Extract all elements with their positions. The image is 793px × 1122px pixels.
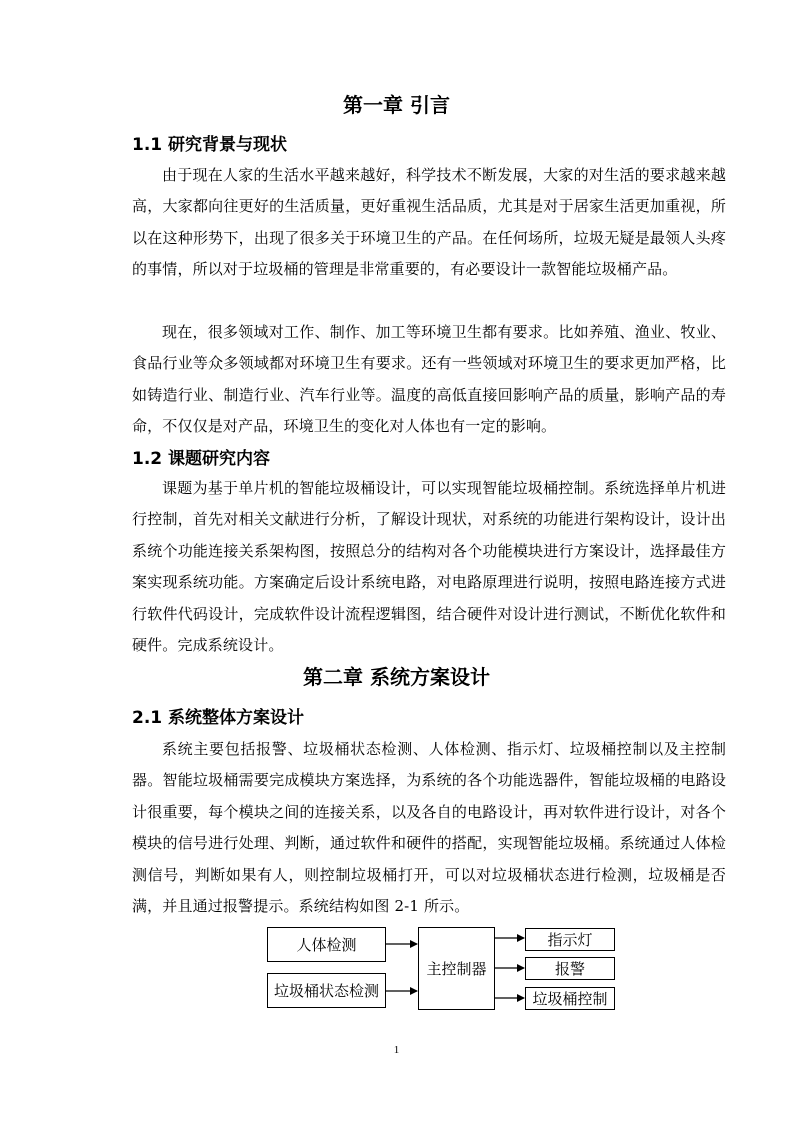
chapter-1-title: 第一章 引言 (343, 93, 450, 117)
human-detection-box: 人体检测 (267, 927, 386, 962)
section-2-1-paragraph-1: 系统主要包括报警、垃圾桶状态检测、人体检测、指示灯、垃圾桶控制以及主控制器。智能垃圾桶需要完成模块方案选择，为系统的各个功能选器件，智能垃圾桶的电路设计很重要，每个模块之间的连接关系，以及各自的电路设计，再对软件进行设计，对各个模块的信号进行处理、判断，通过软件和硬件的搭配，实现智能垃圾桶。系统通过人体检测信号，判断如果有人，则控制垃圾桶打开，可以对垃圾桶状态进行检测，垃圾桶是否满，并且通过报警提示。系统结构如图 2-1 所示。 (132, 740, 726, 916)
bin-control-box: 垃圾桶控制 (525, 987, 615, 1010)
alarm-box: 报警 (525, 957, 615, 980)
section-1-1-paragraph-2: 现在，很多领域对工作、制作、加工等环境卫生都有要求。比如养殖、渔业、牧业、食品行业等众多领域都对环境卫生有要求。还有一些领域对环境卫生的要求更加严格，比如铸造行业、制造行业、汽车行业等。温度的高低直接回影响产品的质量，影响产品的寿命，不仅仅是对产品，环境卫生的变化对人体也有一定的影响。 (132, 323, 726, 436)
page-number: 1 (393, 1044, 400, 1056)
section-1-2-paragraph-1: 课题为基于单片机的智能垃圾桶设计，可以实现智能垃圾桶控制。系统选择单片机进行控制，首先对相关文献进行分析，了解设计现状，对系统的功能进行架构设计，设计出系统个功能连接关系架构图，按照总分的结构对各个功能模块进行方案设计，选择最佳方案实现系统功能。方案确定后设计系统电路，对电路原理进行说明，按照电路连接方式进行软件代码设计，完成软件设计流程逻辑图，结合硬件对设计进行测试，不断优化软件和硬件。完成系统设计。 (132, 479, 726, 655)
section-1-2-title: 1.2 课题研究内容 (132, 449, 271, 469)
section-1-1-title: 1.1 研究背景与现状 (132, 135, 288, 155)
section-2-1-title: 2.1 系统整体方案设计 (132, 708, 305, 728)
chapter-2-title: 第二章 系统方案设计 (303, 665, 490, 689)
bin-status-detection-box: 垃圾桶状态检测 (267, 973, 386, 1008)
indicator-light-box: 指示灯 (525, 928, 615, 951)
section-1-1-paragraph-1: 由于现在人家的生活水平越来越好，科学技术不断发展，大家的对生活的要求越来越高，大家都向往更好的生活质量，更好重视生活品质，尤其是对于居家生活更加重视，所以在这种形势下，出现了很多关于环境卫生的产品。在任何场所，垃圾无疑是最领人头疼的事情，所以对于垃圾桶的管理是非常重要的，有必要设计一款智能垃圾桶产品。 (132, 166, 726, 279)
main-controller-box: 主控制器 (418, 927, 495, 1010)
